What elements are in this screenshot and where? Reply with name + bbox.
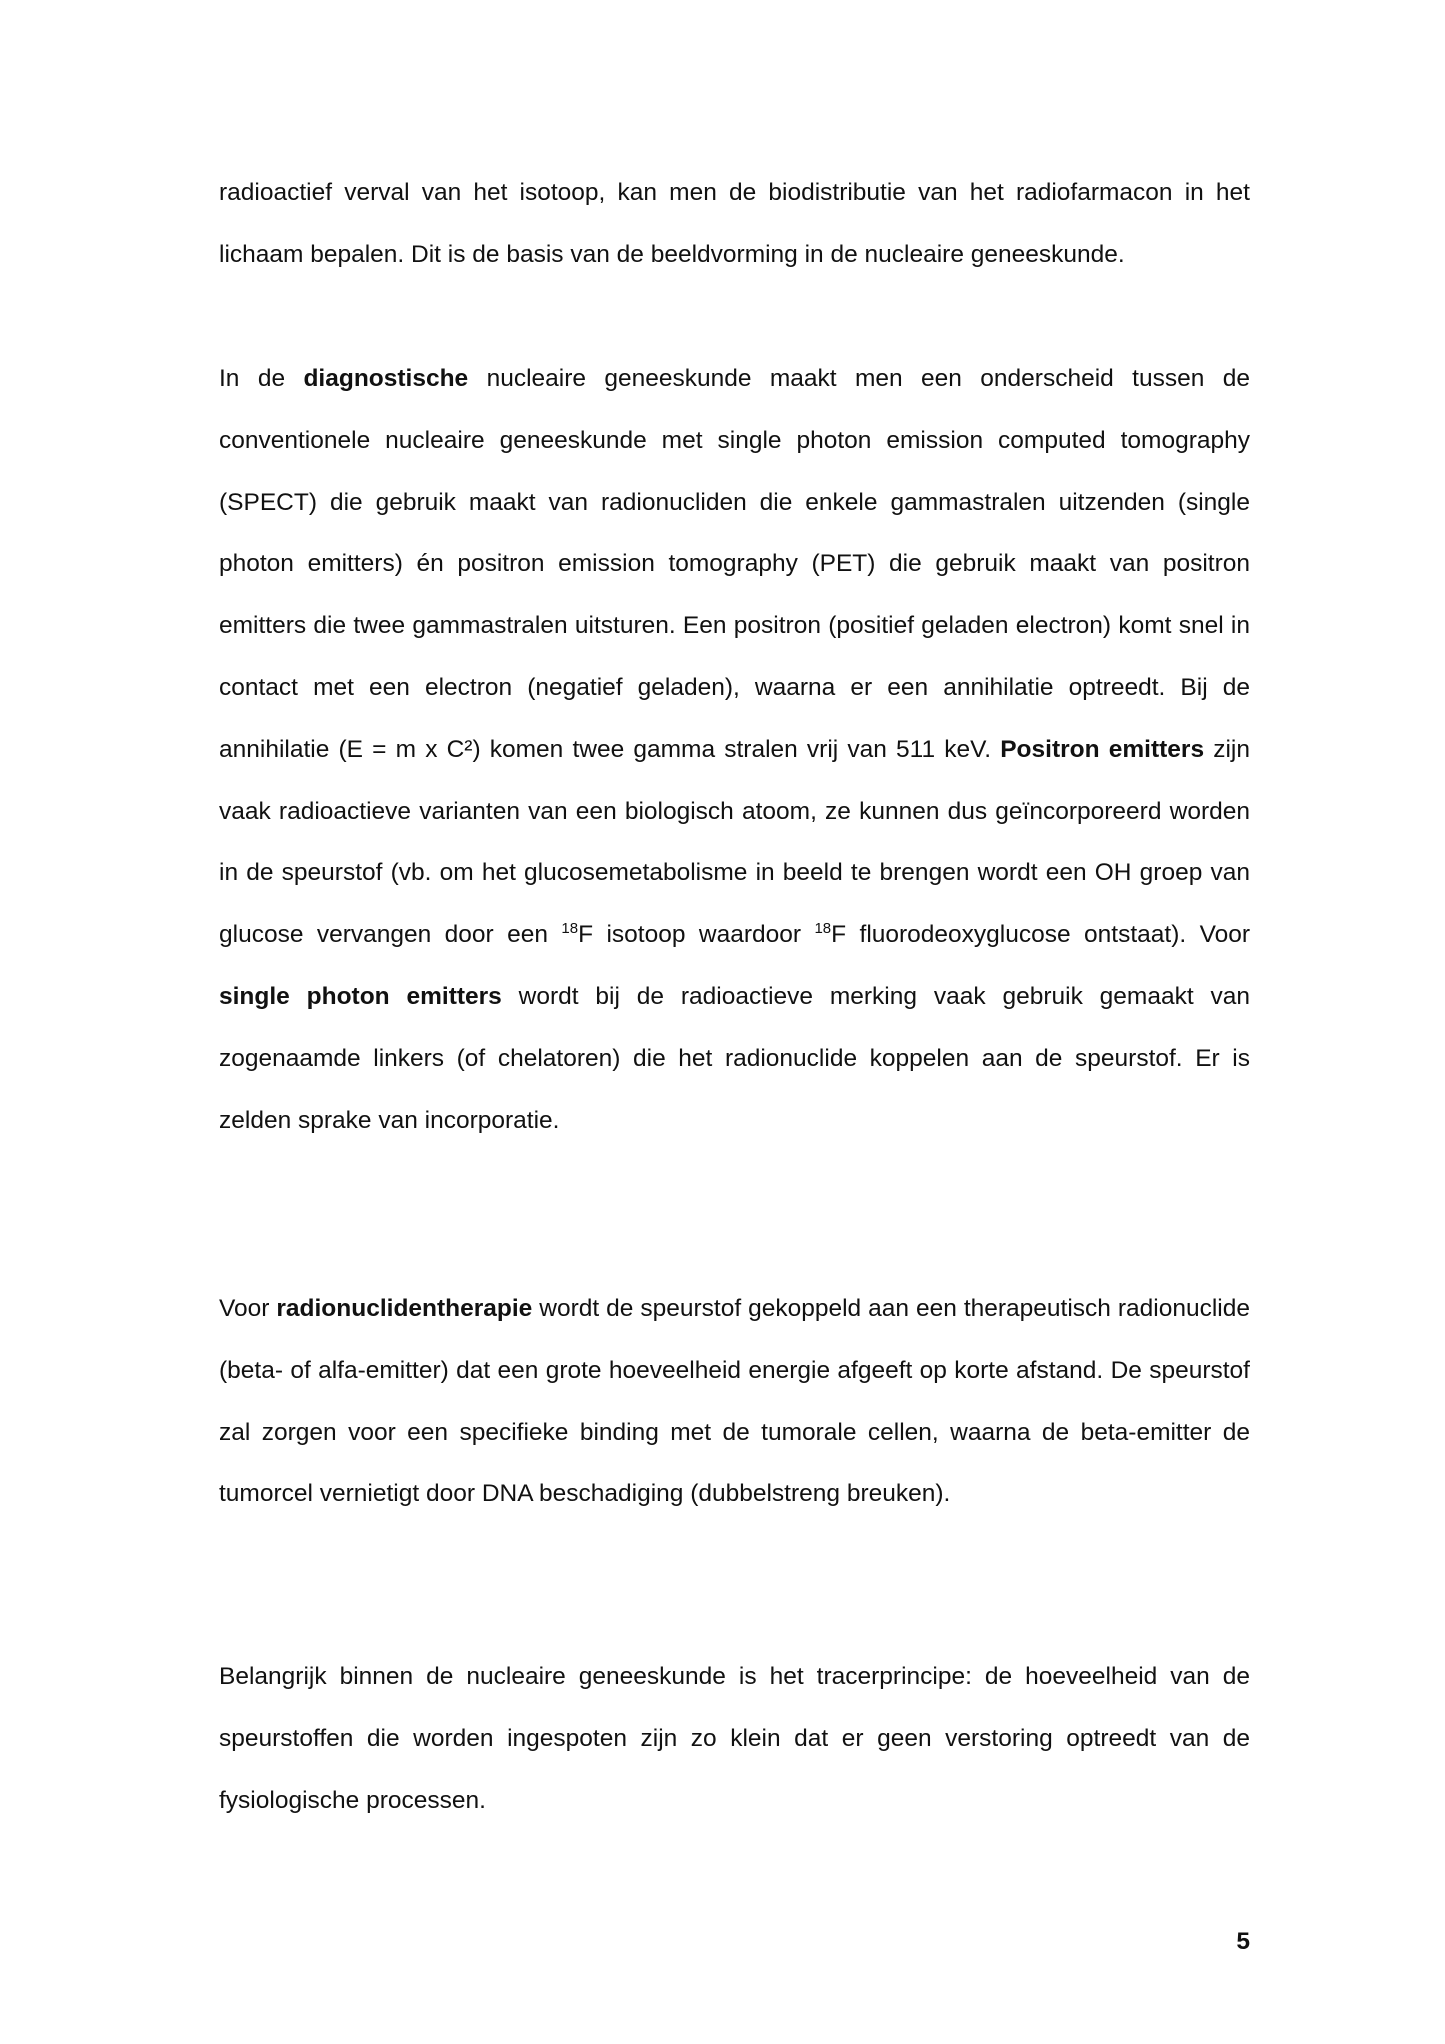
superscript-mass-number: 18 [814,920,832,938]
paragraph-diagnostic-nuclear-medicine [219,348,1250,1151]
paragraph-radionuclide-therapy [219,1278,1250,1525]
text-run: Voor [219,1295,277,1322]
text-run: F isotoop waardoor [578,921,815,949]
paragraph-biodistribution [219,162,1250,286]
text-run: In de [219,365,304,392]
text-run: wordt de speurstof gekoppeld aan een therapeutisch radionuclide (beta- of alfa-emitter) dat een grote hoeveelheid energie afgeeft op korte afstand. De speurstof zal zorgen voor een specifieke binding met de tumorale cellen, waarna de beta-emitter de tumorcel vernietigt door DNA beschadiging (dubbelstreng breuken). [219,1295,1250,1508]
text-run: zijn vaak radioactieve varianten van een biologisch atoom, ze kunnen dus geïncorporeerd worden in de speurstof (vb. om het glucosemetabolisme in beeld te brengen wordt een OH groep van glucose vervangen door een [219,735,1251,949]
paragraph-tracer-principle [219,1646,1250,1831]
text-run: Belangrijk binnen de nucleaire geneeskunde is het tracerprincipe: de hoeveelheid van de speurstoffen die worden ingespoten zijn zo klein dat er geen verstoring optreedt van de fysiologische processen. [219,1663,1250,1814]
bold-term: Positron emitters [1000,735,1205,763]
text-run: nucleaire geneeskunde maakt men een onderscheid tussen de conventionele nucleaire geneeskunde met single photon emission computed tomography (SPECT) die gebruik maakt van radionucliden die enkele gammastralen uitzenden (single photon emitters) én positron emission tomography (PET) die gebruik maakt van positron emitters die twee gammastralen uitsturen. Een positron (positief geladen electron) komt snel in contact met een electron (negatief geladen), waarna er een annihilatie optreedt. Bij de annihilatie (E = m x C²) komen twee gamma stralen vrij van 511 keV. [219,365,1250,763]
superscript-mass-number: 18 [561,920,579,938]
text-run: F fluorodeoxyglucose ontstaat). Voor [831,921,1250,949]
text-run: radioactief verval van het isotoop, kan men de biodistributie van het radiofarmacon in het lichaam bepalen. Dit is de basis van de beeldvorming in de nucleaire geneeskunde. [219,179,1250,268]
page-number: 5 [1236,1928,1250,1955]
bold-term: single photon emitters [219,982,502,1010]
bold-term: radionuclidentherapie [276,1295,533,1322]
bold-term: diagnostische [303,365,469,392]
text-run: wordt bij de radioactieve merking vaak gebruik gemaakt van zogenaamde linkers (of chelatoren) die het radionuclide koppelen aan de speurstof. Er is zelden sprake van incorporatie. [219,982,1250,1134]
